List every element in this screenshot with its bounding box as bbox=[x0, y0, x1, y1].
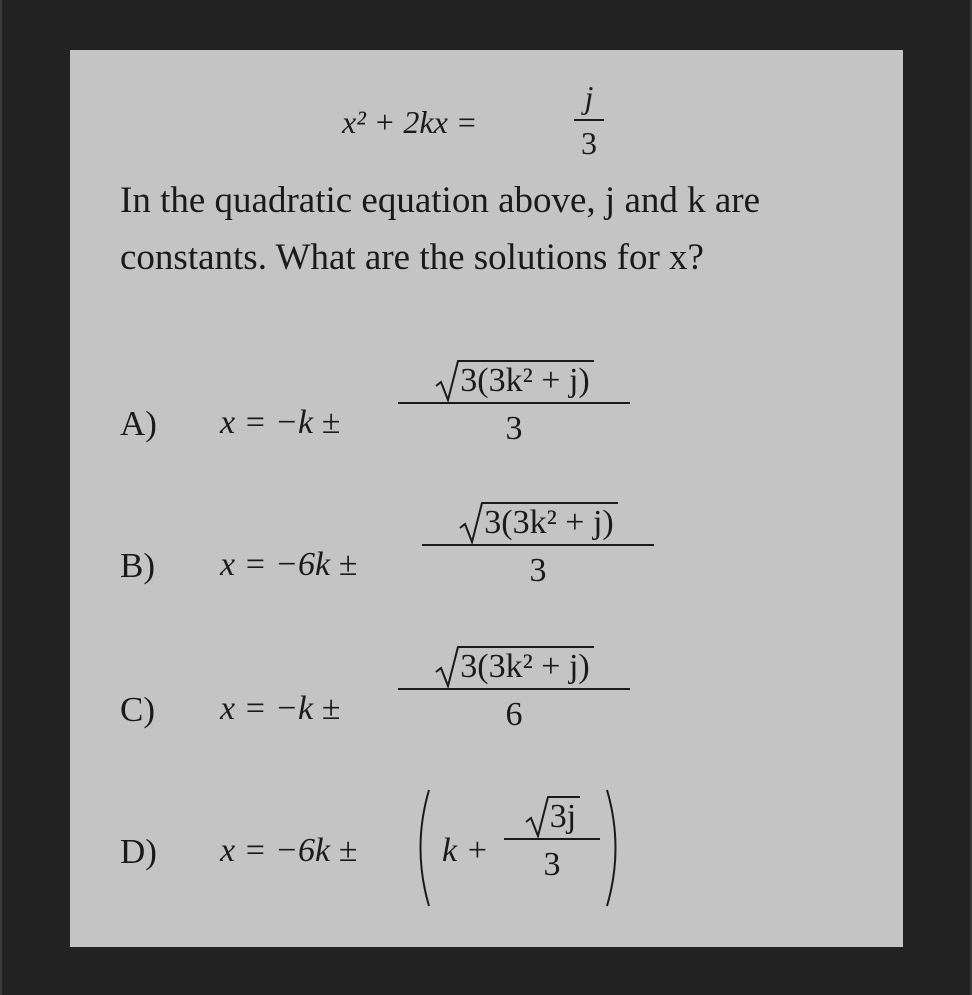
fraction-numerator bbox=[398, 360, 630, 402]
choice-lhs: x = −k ± bbox=[220, 690, 341, 727]
choice-fraction bbox=[422, 502, 654, 590]
question-image bbox=[70, 50, 903, 947]
choice-a[interactable] bbox=[120, 360, 860, 470]
radical-sign-icon bbox=[524, 796, 550, 838]
equation-fraction bbox=[574, 78, 604, 162]
left-paren-icon bbox=[410, 788, 432, 908]
radical bbox=[458, 502, 617, 544]
choice-fraction bbox=[398, 646, 630, 734]
radical bbox=[434, 360, 593, 402]
choice-letter: C) bbox=[120, 690, 155, 729]
choice-b[interactable] bbox=[120, 502, 860, 612]
fraction-denominator: 3 bbox=[529, 552, 547, 589]
choice-letter: B) bbox=[120, 546, 155, 585]
equation-lhs: x² + 2kx = bbox=[342, 104, 478, 140]
choice-c[interactable] bbox=[120, 646, 860, 756]
radicand: 3(3k² + j) bbox=[458, 646, 593, 686]
choice-letter: D) bbox=[120, 832, 157, 871]
radicand: 3j bbox=[548, 796, 580, 836]
choice-lhs: x = −6k ± bbox=[220, 832, 358, 869]
fraction-numerator bbox=[422, 502, 654, 544]
choice-letter: A) bbox=[120, 404, 157, 443]
fraction-numerator bbox=[504, 796, 600, 838]
choice-fraction bbox=[504, 796, 600, 884]
choice-d[interactable] bbox=[120, 796, 860, 906]
radical-sign-icon bbox=[434, 360, 460, 402]
fraction-denominator: 6 bbox=[505, 696, 523, 733]
fraction-bar bbox=[574, 119, 604, 121]
choice-lhs: x = −k ± bbox=[220, 404, 341, 441]
radical bbox=[524, 796, 580, 838]
choice-inner: k + bbox=[442, 832, 489, 869]
radicand: 3(3k² + j) bbox=[482, 502, 617, 542]
radical-sign-icon bbox=[458, 502, 484, 544]
equation-numerator: j bbox=[584, 79, 594, 115]
fraction-denominator: 3 bbox=[543, 846, 561, 883]
radical bbox=[434, 646, 593, 688]
fraction-denominator: 3 bbox=[505, 410, 523, 447]
radical-sign-icon bbox=[434, 646, 460, 688]
right-paren-icon bbox=[604, 788, 626, 908]
choice-fraction bbox=[398, 360, 630, 448]
choice-lhs: x = −6k ± bbox=[220, 546, 358, 583]
equation-denominator: 3 bbox=[581, 125, 597, 161]
radicand: 3(3k² + j) bbox=[458, 360, 593, 400]
fraction-numerator bbox=[398, 646, 630, 688]
frame-edge-left bbox=[0, 0, 2, 995]
question-text: In the quadratic equation above, j and k are constants. What are the solutions for x? bbox=[120, 180, 761, 278]
